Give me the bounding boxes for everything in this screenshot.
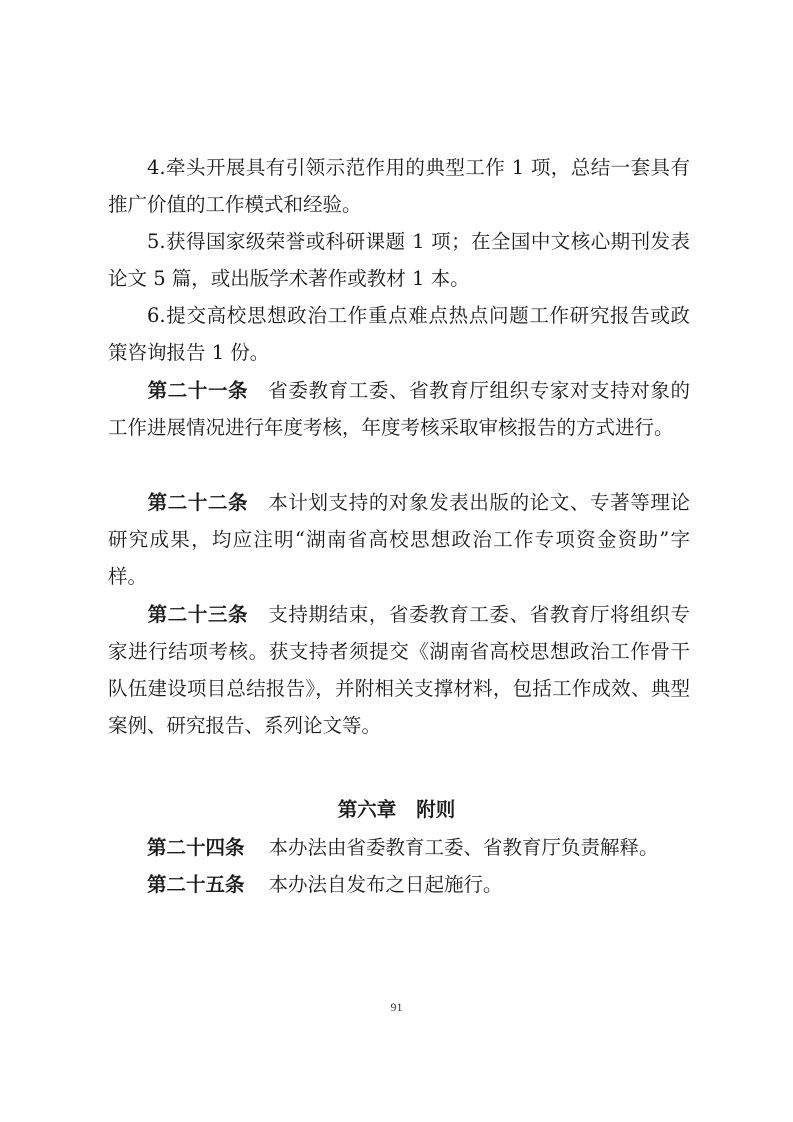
article-25 <box>147 866 503 903</box>
page-number: 91 <box>390 1000 403 1014</box>
article-24 <box>147 829 659 866</box>
article-21-text: 省委教育工委、省教育厅组织专家对支持对象的工作进展情况进行年度考核，年度考核采取审核报告的方式进行。 <box>108 379 690 439</box>
article-24-label: 第二十四条 <box>147 836 245 859</box>
list-item-4-text: 4.牵头开展具有引领示范作用的典型工作 1 项，总结一套具有推广价值的工作模式和经验。 <box>108 156 690 216</box>
article-21-label: 第二十一条 <box>147 379 249 402</box>
list-item-5 <box>108 223 690 297</box>
list-item-6-text: 6.提交高校思想政治工作重点难点热点问题工作研究报告或政策咨询报告 1 份。 <box>108 304 690 364</box>
article-23 <box>108 596 690 744</box>
article-22-label: 第二十二条 <box>147 491 249 514</box>
article-22 <box>108 484 690 595</box>
article-21 <box>108 372 690 446</box>
chapter-title: 附则 <box>416 798 456 821</box>
chapter-number: 第六章 <box>337 798 397 821</box>
chapter-heading <box>0 791 793 828</box>
list-item-5-text: 5.获得国家级荣誉或科研课题 1 项；在全国中文核心期刊发表论文 5 篇，或出版学术著作或教材 1 本。 <box>108 230 690 290</box>
article-22-text: 本计划支持的对象发表出版的论文、专著等理论研究成果，均应注明“湖南省高校思想政治工作专项资金资助”字样。 <box>108 491 690 588</box>
list-item-4 <box>108 149 690 223</box>
article-25-text: 本办法自发布之日起施行。 <box>268 873 503 896</box>
article-23-label: 第二十三条 <box>147 603 249 626</box>
article-25-label: 第二十五条 <box>147 873 245 896</box>
article-24-text: 本办法由省委教育工委、省教育厅负责解释。 <box>268 836 659 859</box>
list-item-6 <box>108 297 690 371</box>
article-23-text: 支持期结束，省委教育工委、省教育厅将组织专家进行结项考核。获支持者须提交《湖南省高校思想政治工作骨干队伍建设项目总结报告》，并附相关支撑材料，包括工作成效、典型案例、研究报告、系列论文等。 <box>108 603 690 737</box>
